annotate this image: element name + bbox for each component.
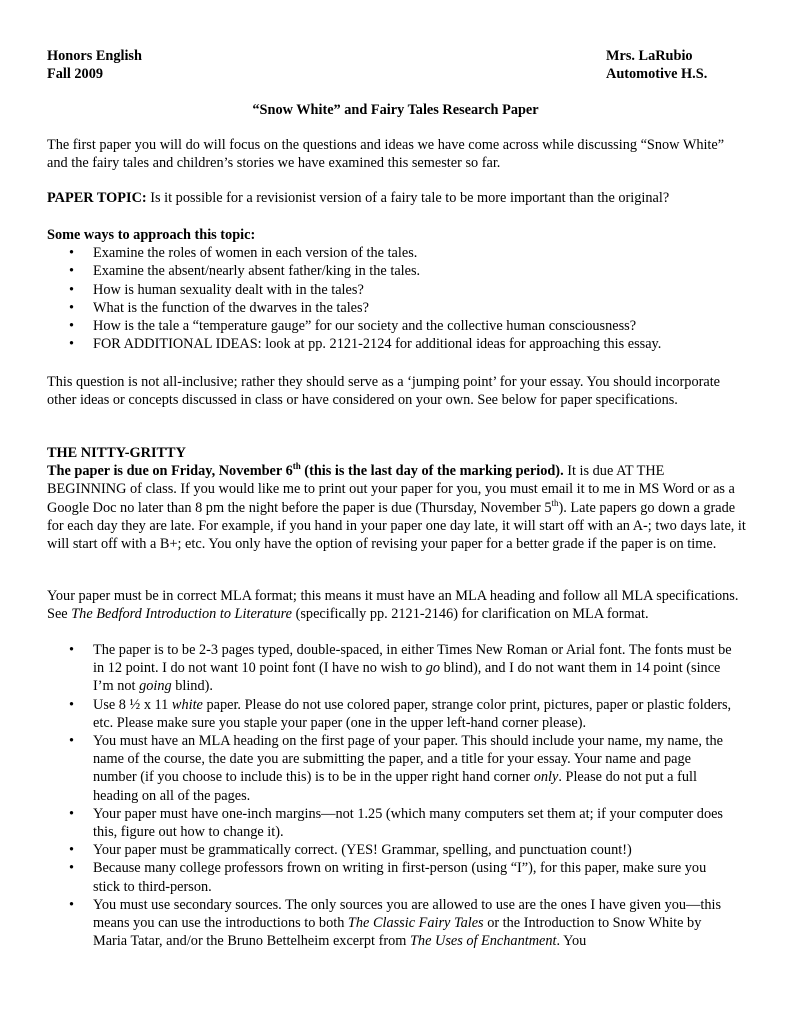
list-item: • Examine the roles of women in each version of the tales. bbox=[47, 244, 767, 262]
list-item: • Examine the absent/nearly absent father/king in the tales. bbox=[47, 262, 767, 280]
list-item: • Use 8 ½ x 11 white paper. Please do not use colored paper, strange color print, pictures, paper or plastic folders, etc. Please make sure you staple your paper (one in the upper left-hand corner please). bbox=[47, 696, 733, 732]
topic-paragraph bbox=[47, 189, 767, 207]
list-item: • How is human sexuality dealt with in the tales? bbox=[47, 281, 767, 299]
list-item: • You must have an MLA heading on the first page of your paper. This should include your name, my name, the name of the course, the date you are submitting the paper, and a title for your essay. Your name and page number (if you choose to include this) is to be in the upper right hand corner only. Please do not put a full heading on all of the pages. bbox=[47, 732, 733, 805]
list-item: • You must use secondary sources. The only sources you are allowed to use are the ones I have given you—this means you can use the introductions to both The Classic Fairy Tales or the Introduction to Snow White by Maria Tatar, and/or the Bruno Bettelheim excerpt from The Uses of Enchantment. You bbox=[47, 896, 733, 951]
header-right bbox=[606, 47, 707, 84]
list-item: • What is the function of the dwarves in the tales? bbox=[47, 299, 767, 317]
topic-text: Is it possible for a revisionist version of a fairy tale to be more important than the original? bbox=[146, 190, 670, 206]
note-paragraph bbox=[47, 373, 747, 409]
list-item: • The paper is to be 2-3 pages typed, double-spaced, in either Times New Roman or Arial font. The fonts must be in 12 point. I do not want 10 point font (I have no wish to go blind), and I do not want them in 14 point (since I’m not going blind). bbox=[47, 641, 733, 696]
book-title: The Bedford Introduction to Literature bbox=[71, 606, 293, 623]
header-left bbox=[47, 47, 142, 84]
list-item: • Because many college professors frown on writing in first-person (using “I”), for this paper, make sure you stick to third-person. bbox=[47, 859, 733, 895]
list-item: • Your paper must have one-inch margins—not 1.25 (which many computers set them at; if your computer does this, figure out how to change it). bbox=[47, 805, 733, 841]
list-item: • How is the tale a “temperature gauge” for our society and the collective human consciousness? bbox=[47, 317, 767, 335]
teacher-name: Mrs. LaRubio bbox=[606, 48, 693, 64]
intro-text: The first paper you will do will focus on the questions and ideas we have come across while discussing “Snow White” and the fairy tales and children’s stories we have examined this semester so far. bbox=[47, 137, 725, 172]
mla-paragraph: Your paper must be in correct MLA format; this means it must have an MLA heading and follow all MLA specifications. See The Bedford Introduction to Literature (specifically pp. 2121-2146) for clarification on MLA format. bbox=[47, 588, 739, 623]
school-name: Automotive H.S. bbox=[606, 66, 708, 83]
topic-label: PAPER TOPIC: bbox=[47, 190, 147, 206]
list-item: • FOR ADDITIONAL IDEAS: look at pp. 2121-2124 for additional ideas for approaching this essay. bbox=[47, 335, 767, 353]
nitty-gritty-section bbox=[47, 444, 747, 553]
document-title: “Snow White” and Fairy Tales Research Paper bbox=[252, 102, 539, 118]
term: Fall 2009 bbox=[47, 66, 103, 83]
approach-section bbox=[47, 226, 767, 353]
intro-paragraph bbox=[47, 136, 747, 172]
rules-section bbox=[47, 641, 767, 950]
due-paragraph: The paper is due on Friday, November 6th (this is the last day of the marking period). It is due AT THE BEGINNING of class. If you would like me to print out your paper for you, you must email it to me in MS Word or as a Google Doc no later than 8 pm the night before the paper is due (Thursday, November 5th). Late papers go down a grade for each day they are late. For example, if you hand in your paper one day late, it will start off with an A-; two days late, it will start off with a B+; etc. You only have the option of revising your paper for a better grade if the paper is on time. bbox=[47, 461, 746, 553]
approach-heading: Some ways to approach this topic: bbox=[47, 227, 256, 243]
approach-list bbox=[47, 244, 767, 353]
rules-list bbox=[47, 641, 767, 950]
course-name: Honors English bbox=[47, 48, 142, 64]
list-item: • Your paper must be grammatically correct. (YES! Grammar, spelling, and punctuation count!) bbox=[47, 841, 733, 859]
note-text: This question is not all-inclusive; rather they should serve as a ‘jumping point’ for your essay. You should incorporate other ideas or concepts discussed in class or have considered on your own. See below for paper specifications. bbox=[47, 374, 721, 409]
nitty-gritty-heading: THE NITTY-GRITTY bbox=[47, 445, 186, 461]
